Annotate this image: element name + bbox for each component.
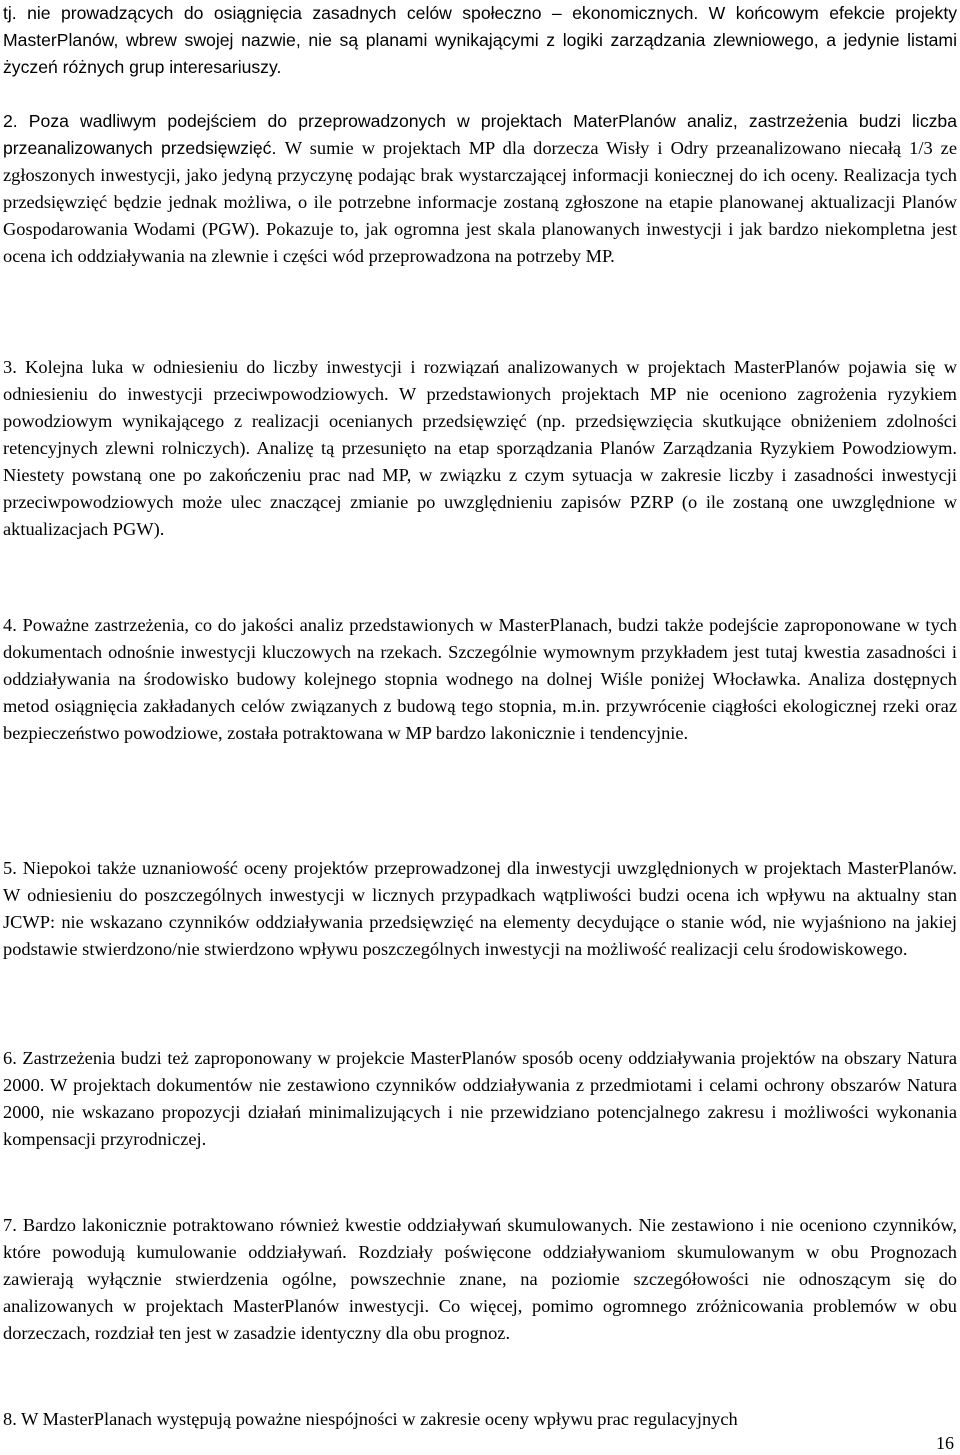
paragraph-point-2 (3, 108, 957, 270)
paragraph-text: 5. Niepokoi także uznaniowość oceny projektów przeprowadzonej dla inwestycji uwzględnionych w projektach MasterPlanów. W odniesieniu do poszczególnych inwestycji w licznych przypadkach wątpliwości budzi ocena ich wpływu na aktualny stan JCWP: nie wskazano czynników oddziaływania przedsięwzięć na elementy decydujące o stanie wód, nie wyjaśniono na jakiej podstawie stwierdzono/nie stwierdzono wpływu poszczególnych inwestycji na możliwość realizacji celu środowiskowego. (3, 858, 957, 959)
paragraph-text: 7. Bardzo lakonicznie potraktowano również kwestie oddziaływań skumulowanych. Nie zestawiono i nie oceniono czynników, które powodują kumulowanie oddziaływań. Rozdziały poświęcone oddziaływaniom skumulowanym w obu Prognozach zawierają wyłącznie stwierdzenia ogólne, powszechnie znane, na poziomie szczegółowości nie odnoszącym się do analizowanych w projektach MasterPlanów inwestycji. Co więcej, pomimo ogromnego zróżnicowania problemów w obu dorzeczach, rozdział ten jest w zasadzie identyczny dla obu prognoz. (3, 1215, 957, 1343)
paragraph-text: 6. Zastrzeżenia budzi też zaproponowany w projekcie MasterPlanów sposób oceny oddziaływania projektów na obszary Natura 2000. W projektach dokumentów nie zestawiono czynników oddziaływania z przedmiotami i celami ochrony obszarów Natura 2000, nie wskazano propozycji działań minimalizujących i nie przewidziano potencjalnego zakresu i możliwości wykonania kompensacji przyrodniczej. (3, 1048, 957, 1149)
paragraph-text-serif: W sumie w projektach MP dla dorzecza Wisły i Odry przeanalizowano niecałą 1/3 ze zgłoszonych inwestycji, jako jedyną przyczynę podając brak wystarczającej informacji koniecznej do ich oceny. Realizacja tych przedsięwzięć będzie jednak możliwa, o ile potrzebne informacje zostaną zgłoszone na etapie planowanej aktualizacji Planów Gospodarowania Wodami (PGW). Pokazuje to, jak ogromna jest skala planowanych inwestycji i jak bardzo niekompletna jest ocena ich oddziaływania na zlewnie i części wód przeprowadzona na potrzeby MP. (3, 138, 957, 266)
paragraph-intro-continuation (3, 0, 957, 81)
paragraph-point-4 (3, 612, 957, 747)
paragraph-point-5 (3, 855, 957, 963)
paragraph-text: 3. Kolejna luka w odniesieniu do liczby inwestycji i rozwiązań analizowanych w projektach MasterPlanów pojawia się w odniesieniu do inwestycji przeciwpowodziowych. W przedstawionych projektach MP nie oceniono zagrożenia ryzykiem powodziowym wynikającego z realizacji ocenianych przedsięwzięć (np. przedsięwzięcia skutkujące obniżeniem zdolności retencyjnych zlewni rolniczych). Analizę tą przesunięto na etap sporządzania Planów Zarządzania Ryzykiem Powodziowym. Niestety powstaną one po zakończeniu prac nad MP, w związku z czym sytuacja w zakresie liczby i zasadności inwestycji przeciwpowodziowych może ulec znaczącej zmianie po uwzględnieniu zapisów PZRP (o ile zostaną one uwzględnione w aktualizacjach PGW). (3, 357, 957, 539)
paragraph-text: tj. nie prowadzących do osiągnięcia zasadnych celów społeczno – ekonomicznych. W końcowym efekcie projekty MasterPlanów, wbrew swojej nazwie, nie są planami wynikającymi z logiki zarządzania zlewniowego, a jedynie listami życzeń różnych grup interesariuszy. (3, 3, 957, 77)
paragraph-point-6 (3, 1045, 957, 1153)
paragraph-text-sans: 2. Poza wadliwym podejściem do przeprowadzonych w projektach MaterPlanów analiz, zastrzeżenia budzi liczba przeanalizowanych przedsięwzięć. (3, 111, 957, 158)
page-number: 16 (936, 1433, 954, 1453)
paragraph-text: 8. W MasterPlanach występują poważne niespójności w zakresie oceny wpływu prac regulacyjnych (3, 1409, 738, 1429)
paragraph-point-7 (3, 1212, 957, 1347)
paragraph-text: 4. Poważne zastrzeżenia, co do jakości analiz przedstawionych w MasterPlanach, budzi także podejście zaproponowane w tych dokumentach odnośnie inwestycji kluczowych na rzekach. Szczególnie wymownym przykładem jest tutaj kwestia zasadności i oddziaływania na środowisko budowy kolejnego stopnia wodnego na dolnej Wiśle poniżej Włocławka. Analiza dostępnych metod osiągnięcia zakładanych celów związanych z budową tego stopnia, m.in. przywrócenie ciągłości ekologicznej rzeki oraz bezpieczeństwo powodziowe, została potraktowana w MP bardzo lakonicznie i tendencyjnie. (3, 615, 957, 743)
paragraph-point-8 (3, 1406, 957, 1433)
paragraph-point-3 (3, 354, 957, 543)
